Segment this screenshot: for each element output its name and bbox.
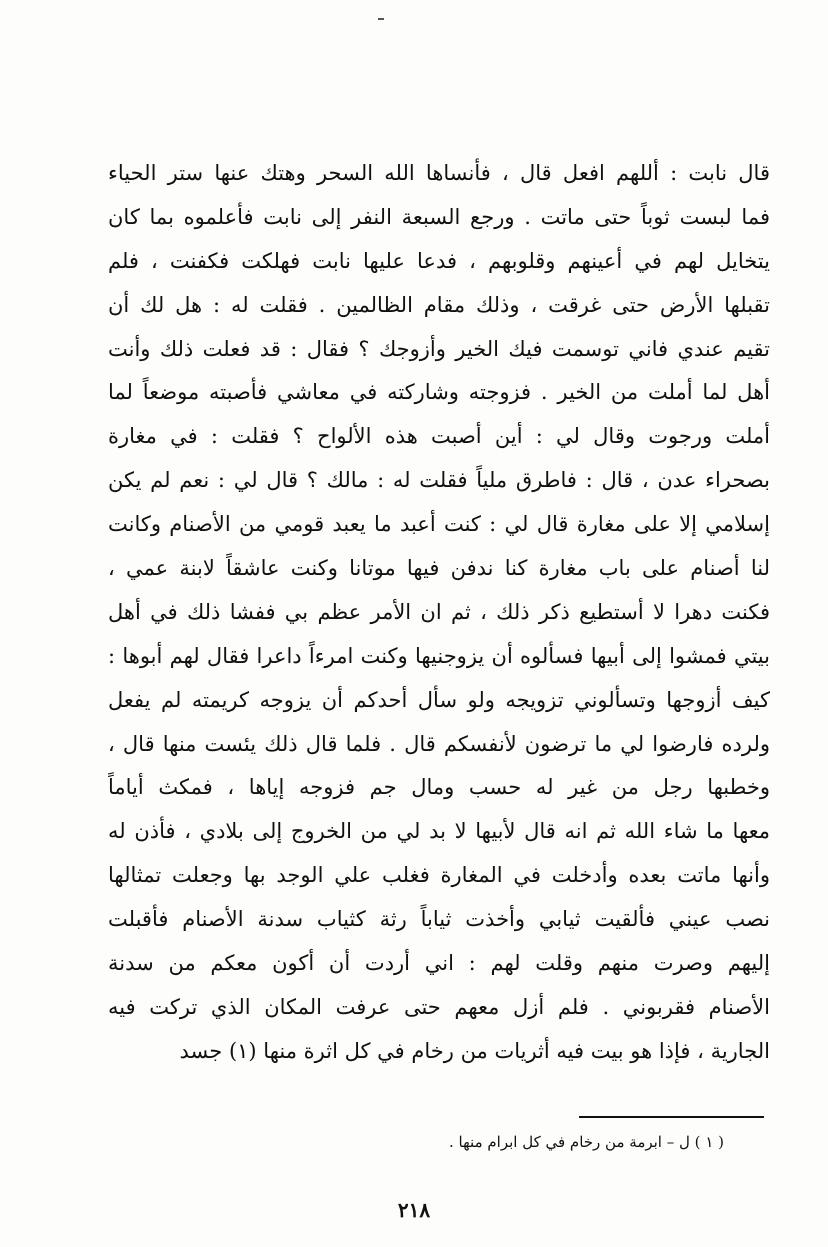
text-line: كيف أزوجها وتسألوني تزويجه ولو سأل أحدكم أن يزوجه كريمته لم يفعل: [108, 687, 770, 712]
text-line: تقيم عندي فاني توسمت فيك الخير وأزوجك ؟ فقال : قد فعلت ذلك وأنت: [108, 336, 770, 361]
text-line: ولرده فارضوا لي ما ترضون لأنفسكم قال . فلما قال ذلك يئست منها قال ،: [108, 731, 770, 756]
text-line: أهل لما أملت من الخير . فزوجته وشاركته في معاشي فأصبته موضعاً لما: [108, 380, 770, 405]
text-line: وخطبها رجل من غير له حسب ومال جم فزوجه إياها ، فمكث أياماً: [108, 775, 770, 800]
text-line: تقبلها الأرض حتى غرقت ، وذلك مقام الظالمين . فقلت له : هل لك أن: [108, 292, 770, 317]
text-line: إليهم وصرت منهم وقلت لهم : اني أردت أن أكون معكم من سدنة: [108, 951, 770, 976]
footnote-separator: [579, 1116, 764, 1118]
text-line: بيتي فمشوا إلى أبيها فسألوه أن يزوجنيها وكنت امرءاً داعرا فقال لهم أبوها :: [108, 643, 770, 668]
text-line: لنا أصنام على باب مغارة كنا ندفن فيها موتانا وكنت عاشقاً لابنة عمي ،: [108, 556, 770, 581]
text-line: معها ما شاء الله ثم انه قال لأبيها لا بد لي من الخروج إلى بلادي ، فأذن له: [108, 819, 770, 844]
text-line: الجارية ، فإذا هو بيت فيه أثريات من رخام في كل اثرة منها (١) جسد: [179, 1038, 770, 1063]
page-number: ٢١٨: [397, 1198, 431, 1222]
body-text: [108, 152, 770, 1074]
text-line: وأنها ماتت بعده وأدخلت في المغارة فغلب علي الوجد بها وجعلت تمثالها: [108, 863, 770, 888]
text-line: فكنت دهرا لا أستطيع ذكر ذلك ، ثم ان الأمر عظم بي ففشا ذلك في أهل: [108, 599, 770, 624]
footnote: ( ١ ) ل – ابرمة من رخام في كل ابرام منها .: [449, 1133, 724, 1151]
text-line: بصحراء عدن ، قال : فاطرق ملياً فقلت له : مالك ؟ قال لي : نعم لم يكن: [108, 468, 770, 493]
text-line: فما لبست ثوباً حتى ماتت . ورجع السبعة النفر إلى نابت فأعلموه بما كان: [108, 204, 770, 229]
text-line: نصب عيني فألقيت ثيابي وأخذت ثياباً رثة كثياب سدنة الأصنام فأقبلت: [108, 907, 770, 932]
text-line: أملت ورجوت وقال لي : أين أصبت هذه الألواح ؟ فقلت : في مغارة: [108, 424, 770, 449]
text-line: يتخايل لهم في أعينهم وقلوبهم ، فدعا عليها نابت فهلكت فكفنت ، فلم: [108, 248, 770, 273]
text-line: إسلامي إلا على مغارة قال لي : كنت أعبد ما يعبد قومي من الأصنام وكانت: [108, 512, 770, 537]
text-line: قال نابت : أللهم افعل قال ، فأنساها الله السحر وهتك عنها ستر الحياء: [108, 161, 770, 185]
scan-mark: [378, 18, 384, 20]
text-line: الأصنام فقربوني . فلم أزل معهم حتى عرفت المكان الذي تركت فيه: [108, 994, 770, 1019]
